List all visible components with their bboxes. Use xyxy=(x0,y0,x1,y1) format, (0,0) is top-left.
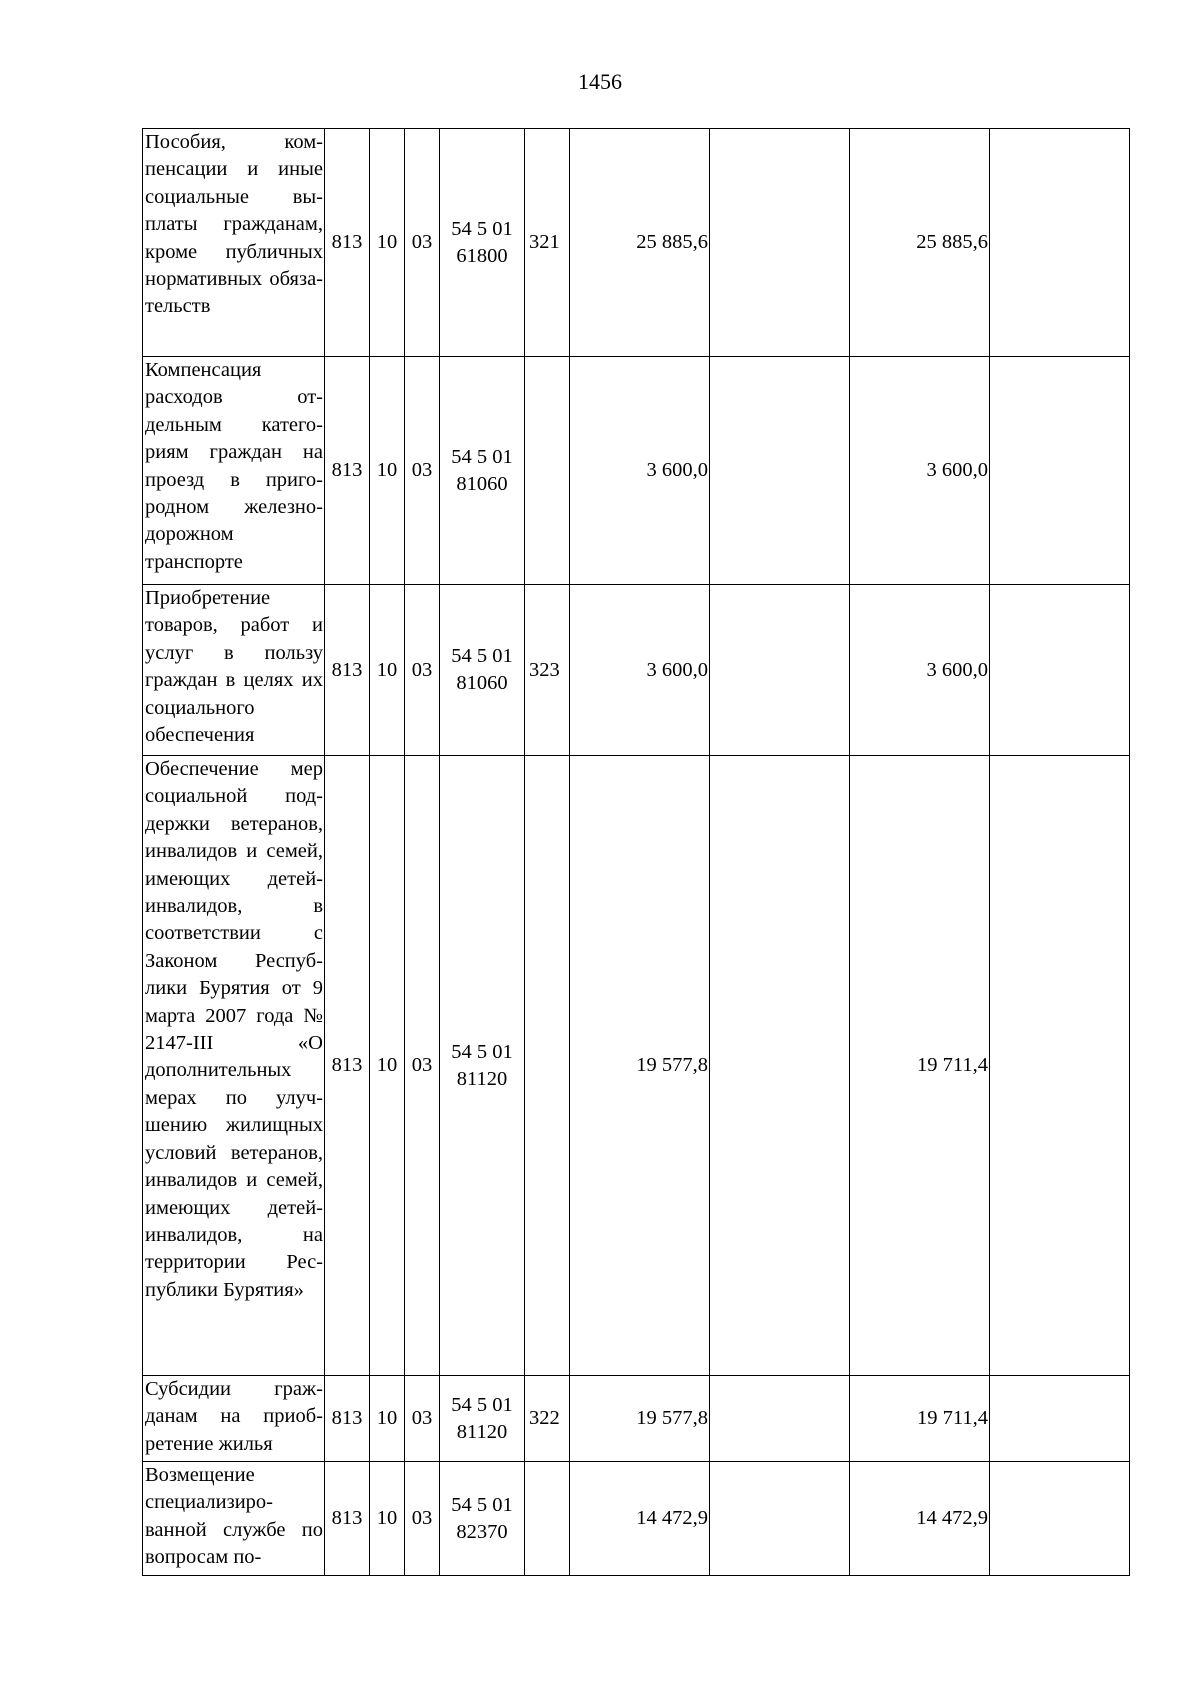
budget-table xyxy=(142,128,1130,1576)
cell-amount-3: 14 472,9 xyxy=(850,1462,990,1576)
cell-ministry: 813 xyxy=(325,129,370,357)
cell-amount-4 xyxy=(990,1376,1130,1462)
cell-description: Приобретение товаров, работ и услуг в пользу граждан в целях их социального обеспечения xyxy=(143,585,325,756)
cell-description: Компенсация расходов отдельным категориям граждан на проезд в пригородном железнодорожном транспорте xyxy=(143,357,325,585)
cell-expense-type: 322 xyxy=(525,1376,570,1462)
cell-amount-1: 14 472,9 xyxy=(570,1462,710,1576)
cell-section: 10 xyxy=(370,1462,405,1576)
cell-amount-4 xyxy=(990,585,1130,756)
cell-amount-3: 3 600,0 xyxy=(850,357,990,585)
cell-subsection: 03 xyxy=(405,357,440,585)
cell-amount-1: 3 600,0 xyxy=(570,357,710,585)
cell-subsection: 03 xyxy=(405,1462,440,1576)
cell-ministry: 813 xyxy=(325,357,370,585)
cell-amount-2 xyxy=(710,756,850,1376)
cell-expense-type xyxy=(525,1462,570,1576)
cell-subsection: 03 xyxy=(405,1376,440,1462)
cell-ministry: 813 xyxy=(325,1462,370,1576)
cell-target-article: 54 5 01 82370 xyxy=(440,1462,525,1576)
cell-amount-2 xyxy=(710,1376,850,1462)
cell-amount-1: 25 885,6 xyxy=(570,129,710,357)
cell-expense-type: 321 xyxy=(525,129,570,357)
table-row xyxy=(143,756,1130,1376)
table-row xyxy=(143,1376,1130,1462)
cell-amount-4 xyxy=(990,756,1130,1376)
cell-description: Обеспечение мер социальной поддержки ветеранов, инвалидов и семей, имеющих детей-инвалидов, в соответствии с Законом Республики Бурятия от 9 марта 2007 года № 2147-III «О дополнительных мерах по улучшению жилищных условий ветеранов, инвалидов и семей, имеющих детей-инвалидов, на территории Республики Бурятия» xyxy=(143,756,325,1376)
cell-ministry: 813 xyxy=(325,756,370,1376)
cell-subsection: 03 xyxy=(405,129,440,357)
cell-amount-4 xyxy=(990,357,1130,585)
table-row xyxy=(143,129,1130,357)
cell-subsection: 03 xyxy=(405,585,440,756)
cell-target-article: 54 5 01 81120 xyxy=(440,1376,525,1462)
cell-description: Возмещение специализированной службе по вопросам по- xyxy=(143,1462,325,1576)
cell-ministry: 813 xyxy=(325,1376,370,1462)
cell-description: Субсидии гражданам на приобретение жилья xyxy=(143,1376,325,1462)
cell-amount-4 xyxy=(990,1462,1130,1576)
page-number: 1456 xyxy=(578,69,622,94)
cell-amount-1: 19 577,8 xyxy=(570,756,710,1376)
cell-target-article: 54 5 01 81060 xyxy=(440,585,525,756)
table-row xyxy=(143,1462,1130,1576)
cell-ministry: 813 xyxy=(325,585,370,756)
cell-expense-type xyxy=(525,357,570,585)
cell-expense-type xyxy=(525,756,570,1376)
cell-subsection: 03 xyxy=(405,756,440,1376)
cell-amount-3: 19 711,4 xyxy=(850,756,990,1376)
cell-amount-2 xyxy=(710,357,850,585)
cell-amount-2 xyxy=(710,585,850,756)
cell-description: Пособия, компенсации и иные социальные выплаты гражданам, кроме публичных нормативных обязательств xyxy=(143,129,325,357)
cell-amount-2 xyxy=(710,129,850,357)
cell-section: 10 xyxy=(370,756,405,1376)
cell-amount-4 xyxy=(990,129,1130,357)
table-row xyxy=(143,357,1130,585)
cell-target-article: 54 5 01 61800 xyxy=(440,129,525,357)
cell-expense-type: 323 xyxy=(525,585,570,756)
cell-amount-1: 3 600,0 xyxy=(570,585,710,756)
cell-amount-2 xyxy=(710,1462,850,1576)
cell-section: 10 xyxy=(370,357,405,585)
cell-amount-1: 19 577,8 xyxy=(570,1376,710,1462)
cell-section: 10 xyxy=(370,1376,405,1462)
table-body xyxy=(143,129,1130,1576)
cell-amount-3: 3 600,0 xyxy=(850,585,990,756)
cell-amount-3: 19 711,4 xyxy=(850,1376,990,1462)
cell-amount-3: 25 885,6 xyxy=(850,129,990,357)
cell-section: 10 xyxy=(370,129,405,357)
cell-target-article: 54 5 01 81060 xyxy=(440,357,525,585)
cell-target-article: 54 5 01 81120 xyxy=(440,756,525,1376)
cell-section: 10 xyxy=(370,585,405,756)
table-row xyxy=(143,585,1130,756)
